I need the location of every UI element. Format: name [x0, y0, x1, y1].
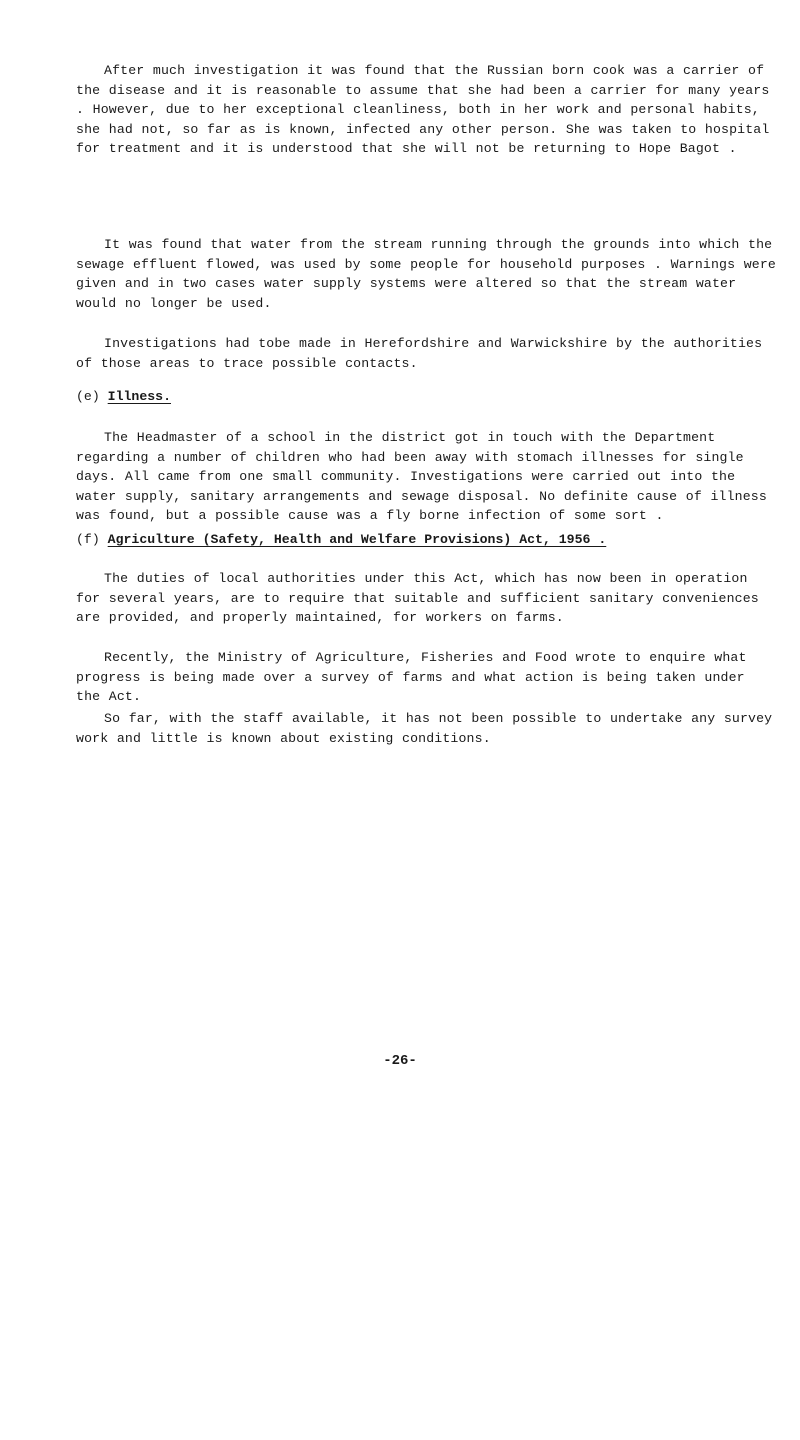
- page-number: -26-: [383, 1053, 417, 1069]
- paragraph-carrier-cook: After much investigation it was found that the Russian born cook was a carrier of the disease and it is reasonable to assume that she had been a carrier for many years . However, due to her exceptional cleanliness, both in her work and personal habits, she had not, so far as is known, infected any other person. She was taken to hospital for treatment and it is understood that she will not be returning to Hope Bagot .: [76, 63, 770, 157]
- heading-illness: [76, 387, 171, 406]
- paragraph-school-illness: The Headmaster of a school in the district got in touch with the Department regarding a number of children who had been away with stomach illnesses for single days. All came from one small community. Investigations were carried out into the water supply, sanitary arrangements and sewage disposal. No definite cause of illness was found, but a possible cause was a fly borne infection of some sort .: [76, 430, 767, 524]
- paragraph-ministry-enquiry: Recently, the Ministry of Agriculture, Fisheries and Food wrote to enquire what progress is being made over a survey of farms and what action is being taken under the Act.: [76, 650, 747, 705]
- heading-agriculture-marker: (f): [76, 532, 100, 547]
- heading-illness-marker: (e): [76, 389, 100, 404]
- paragraph-survey-status: So far, with the staff available, it has not been possible to undertake any survey work and little is known about existing conditions.: [76, 711, 773, 746]
- heading-illness-title: Illness.: [107, 389, 171, 404]
- heading-agriculture-title: Agriculture (Safety, Health and Welfare Provisions) Act, 1956 .: [107, 532, 607, 547]
- paragraph-stream-water: It was found that water from the stream running through the grounds into which the sewage effluent flowed, was used by some people for household purposes . Warnings were given and in two cases water supply systems were altered so that the stream water would no longer be used.: [76, 237, 776, 311]
- paragraph-contacts: Investigations had tobe made in Herefordshire and Warwickshire by the authorities of those areas to trace possible contacts.: [76, 336, 763, 371]
- heading-agriculture-act: [76, 530, 606, 549]
- paragraph-local-authority-duties: The duties of local authorities under this Act, which has now been in operation for several years, are to require that suitable and sufficient sanitary conveniences are provided, and properly maintained, for workers on farms.: [76, 571, 759, 626]
